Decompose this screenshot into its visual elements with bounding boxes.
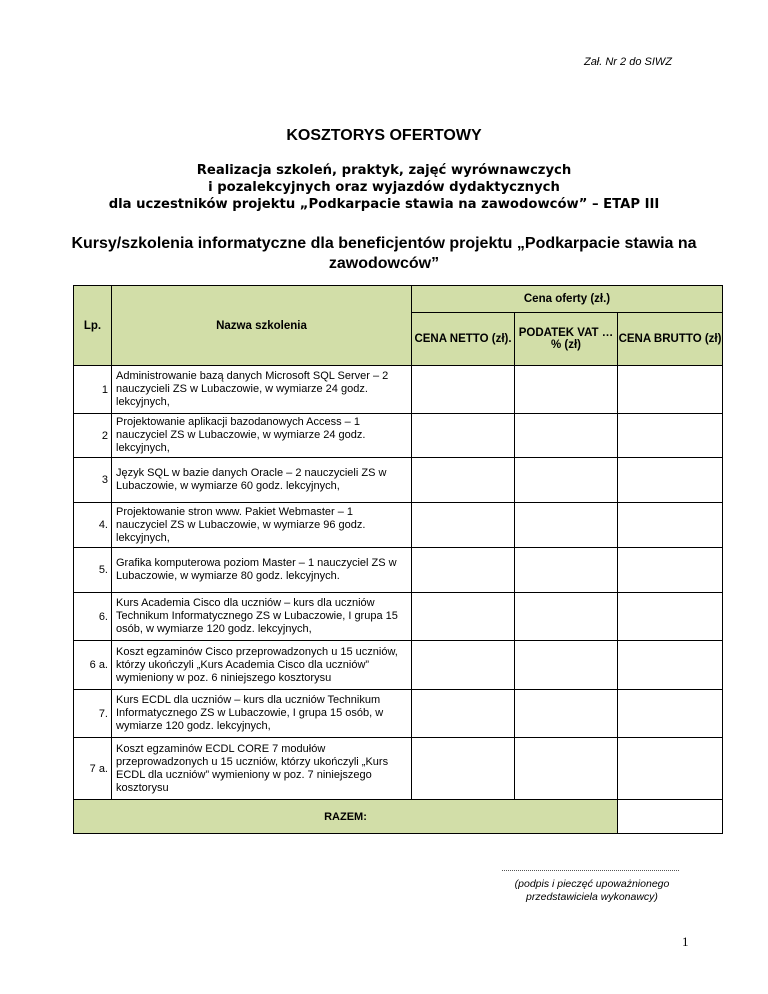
row-netto-cell[interactable] [412,641,515,690]
signature-caption-line-1: (podpis i pieczęć upoważnionego [514,878,670,890]
header-netto: CENA NETTO (zł). [412,313,515,366]
row-netto-cell[interactable] [412,503,515,548]
signature-line [502,870,679,871]
row-lp: 6 a. [74,641,112,690]
header-vat: PODATEK VAT …% (zł) [515,313,618,366]
row-vat-cell[interactable] [515,593,618,641]
row-brutto-cell[interactable] [618,641,723,690]
document-subtitle [60,162,708,213]
table-row [74,548,723,593]
total-brutto-cell[interactable] [618,800,723,834]
table-row [74,641,723,690]
row-netto-cell[interactable] [412,414,515,458]
row-name: Projektowanie stron www. Pakiet Webmaster – 1 nauczyciel ZS w Lubaczowie, w wymiarze 96 godz. lekcyjnych, [112,503,412,548]
header-lp: Lp. [74,286,112,366]
page-number: 1 [682,934,689,949]
subtitle-line-2: i pozalekcyjnych oraz wyjazdów dydaktycznych [208,180,560,195]
row-lp: 7. [74,690,112,738]
row-brutto-cell[interactable] [618,690,723,738]
row-netto-cell[interactable] [412,738,515,800]
signature-caption-line-2: przedstawiciela wykonawcy) [526,891,658,903]
row-vat-cell[interactable] [515,366,618,414]
row-lp: 2 [74,414,112,458]
row-netto-cell[interactable] [412,366,515,414]
row-name: Koszt egzaminów ECDL CORE 7 modułów przeprowadzonych u 15 uczniów, którzy ukończyli „Kurs ECDL dla uczniów” wymieniony w poz. 7 niniejszego kosztorysu [112,738,412,800]
row-brutto-cell[interactable] [618,458,723,503]
table-row [74,690,723,738]
row-brutto-cell[interactable] [618,503,723,548]
signature-caption [492,878,692,904]
header-name: Nazwa szkolenia [112,286,412,366]
row-netto-cell[interactable] [412,548,515,593]
row-vat-cell[interactable] [515,458,618,503]
row-vat-cell[interactable] [515,738,618,800]
table-row [74,414,723,458]
header-brutto: CENA BRUTTO (zł) [618,313,723,366]
table-row [74,458,723,503]
row-brutto-cell[interactable] [618,414,723,458]
row-brutto-cell[interactable] [618,366,723,414]
document-title: KOSZTORYS OFERTOWY [286,127,482,144]
row-vat-cell[interactable] [515,641,618,690]
row-vat-cell[interactable] [515,548,618,593]
row-lp: 4. [74,503,112,548]
row-lp: 7 a. [74,738,112,800]
row-name: Grafika komputerowa poziom Master – 1 nauczyciel ZS w Lubaczowie, w wymiarze 80 godz. lekcyjnych. [112,548,412,593]
row-brutto-cell[interactable] [618,593,723,641]
row-netto-cell[interactable] [412,458,515,503]
row-vat-cell[interactable] [515,690,618,738]
row-name: Język SQL w bazie danych Oracle – 2 nauczycieli ZS w Lubaczowie, w wymiarze 60 godz. lekcyjnych, [112,458,412,503]
row-lp: 5. [74,548,112,593]
row-name: Koszt egzaminów Cisco przeprowadzonych u 15 uczniów, którzy ukończyli „Kurs Academia Cisco dla uczniów” wymieniony w poz. 6 niniejszego kosztorysu [112,641,412,690]
table-row [74,503,723,548]
row-lp: 1 [74,366,112,414]
row-netto-cell[interactable] [412,593,515,641]
total-label: RAZEM: [74,800,618,834]
table-row [74,366,723,414]
row-lp: 3 [74,458,112,503]
row-lp: 6. [74,593,112,641]
row-brutto-cell[interactable] [618,738,723,800]
header-price-group: Cena oferty (zł.) [412,286,723,313]
row-name: Projektowanie aplikacji bazodanowych Access – 1 nauczyciel ZS w Lubaczowie, w wymiarze 24 godz. lekcyjnych, [112,414,412,458]
section-title: Kursy/szkolenia informatyczne dla beneficjentów projektu „Podkarpacie stawia na zawodowców” [71,235,697,272]
row-vat-cell[interactable] [515,414,618,458]
row-vat-cell[interactable] [515,503,618,548]
table-row [74,738,723,800]
total-row [74,800,723,834]
table-row [74,593,723,641]
subtitle-line-1: Realizacja szkoleń, praktyk, zajęć wyrównawczych [196,163,572,178]
row-name: Administrowanie bazą danych Microsoft SQL Server – 2 nauczycieli ZS w Lubaczowie, w wymiarze 24 godz. lekcyjnych, [112,366,412,414]
cost-estimate-table [73,285,723,834]
row-netto-cell[interactable] [412,690,515,738]
row-name: Kurs Academia Cisco dla uczniów – kurs dla uczniów Technikum Informatycznego ZS w Lubaczowie, I grupa 15 osób, w wymiarze 120 godz. lekcyjnych, [112,593,412,641]
annex-label: Zał. Nr 2 do SIWZ [583,56,672,68]
row-name: Kurs ECDL dla uczniów – kurs dla uczniów Technikum Informatycznego ZS w Lubaczowie, I grupa 15 osób, w wymiarze 120 godz. lekcyjnych, [112,690,412,738]
subtitle-line-3: dla uczestników projektu „Podkarpacie stawia na zawodowców” – ETAP III [108,197,660,212]
row-brutto-cell[interactable] [618,548,723,593]
